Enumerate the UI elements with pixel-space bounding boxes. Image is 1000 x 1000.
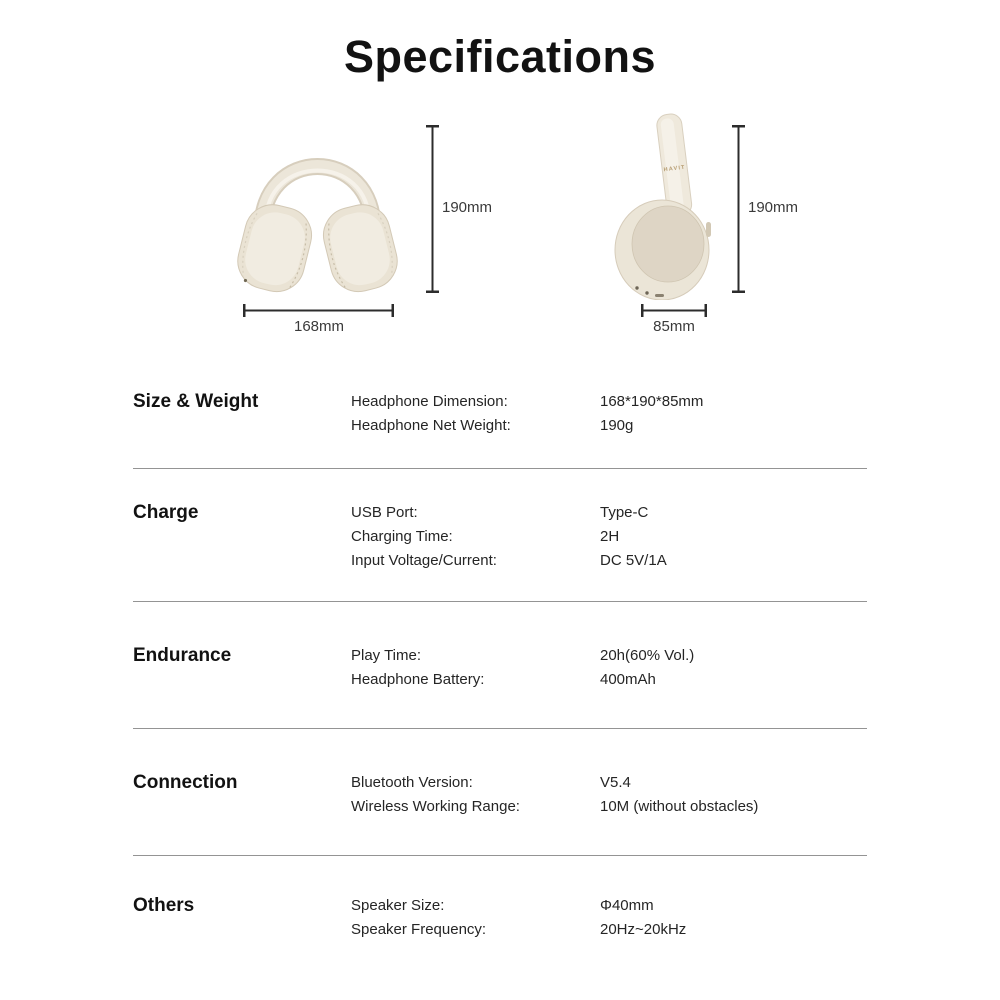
headphones-front-image — [235, 113, 400, 298]
spec-label: Speaker Size: — [351, 897, 445, 914]
spec-value: DC 5V/1A — [600, 552, 667, 569]
spec-section-others — [133, 856, 867, 942]
spec-row — [351, 414, 867, 438]
spec-section-title: Connection — [133, 772, 238, 793]
spec-value: Φ40mm — [600, 897, 654, 914]
spec-rows — [351, 894, 867, 942]
spec-label: Wireless Working Range: — [351, 798, 520, 815]
spec-row — [351, 644, 867, 668]
spec-rows — [351, 644, 867, 692]
spec-value: V5.4 — [600, 774, 631, 791]
spec-rows — [351, 771, 867, 819]
spec-label: Play Time: — [351, 647, 422, 664]
spec-value: 400mAh — [600, 671, 656, 688]
spec-rows — [351, 390, 867, 438]
spec-row — [351, 390, 867, 414]
spec-value: 20Hz~20kHz — [600, 921, 687, 938]
spec-section-size-weight — [133, 380, 867, 468]
spec-row — [351, 549, 867, 573]
front-height-dimension-label: 190mm — [442, 199, 493, 216]
spec-value: 10M (without obstacles) — [600, 798, 759, 815]
spec-section-connection — [133, 729, 867, 855]
spec-label: Bluetooth Version: — [351, 774, 473, 791]
spec-value: 20h(60% Vol.) — [600, 647, 695, 664]
front-width-dimension-label: 168mm — [293, 318, 345, 335]
spec-section-title: Charge — [133, 502, 199, 523]
spec-label: Headphone Net Weight: — [351, 417, 511, 434]
spec-section-charge — [133, 469, 867, 601]
spec-table — [133, 380, 867, 942]
spec-row — [351, 668, 867, 692]
brand-logo-text: HAVIT — [663, 164, 687, 174]
spec-label: Speaker Frequency: — [351, 921, 487, 938]
spec-label: USB Port: — [351, 504, 418, 521]
spec-label: Headphone Dimension: — [351, 393, 508, 410]
spec-rows — [351, 501, 867, 573]
spec-label: Headphone Battery: — [351, 671, 485, 688]
spec-section-title: Endurance — [133, 645, 232, 666]
front-height-dimension-line — [425, 125, 440, 293]
headphones-side-image — [612, 112, 724, 300]
spec-section-title: Size & Weight — [133, 391, 259, 412]
side-height-dimension-label: 190mm — [748, 199, 799, 216]
spec-section-title: Others — [133, 895, 195, 916]
side-width-dimension-line — [641, 303, 707, 318]
spec-value: 2H — [600, 528, 620, 545]
spec-label: Charging Time: — [351, 528, 453, 545]
page-title: Specifications — [343, 31, 657, 82]
spec-row — [351, 771, 867, 795]
spec-row — [351, 918, 867, 942]
front-width-dimension-line — [243, 303, 394, 318]
spec-row — [351, 501, 867, 525]
spec-section-endurance — [133, 602, 867, 728]
spec-label: Input Voltage/Current: — [351, 552, 497, 569]
spec-value: Type-C — [600, 504, 649, 521]
spec-row — [351, 894, 867, 918]
spec-value: 168*190*85mm — [600, 393, 704, 410]
side-width-dimension-label: 85mm — [653, 318, 695, 335]
spec-row — [351, 795, 867, 819]
spec-value: 190g — [600, 417, 634, 434]
side-height-dimension-line — [731, 125, 746, 293]
spec-row — [351, 525, 867, 549]
